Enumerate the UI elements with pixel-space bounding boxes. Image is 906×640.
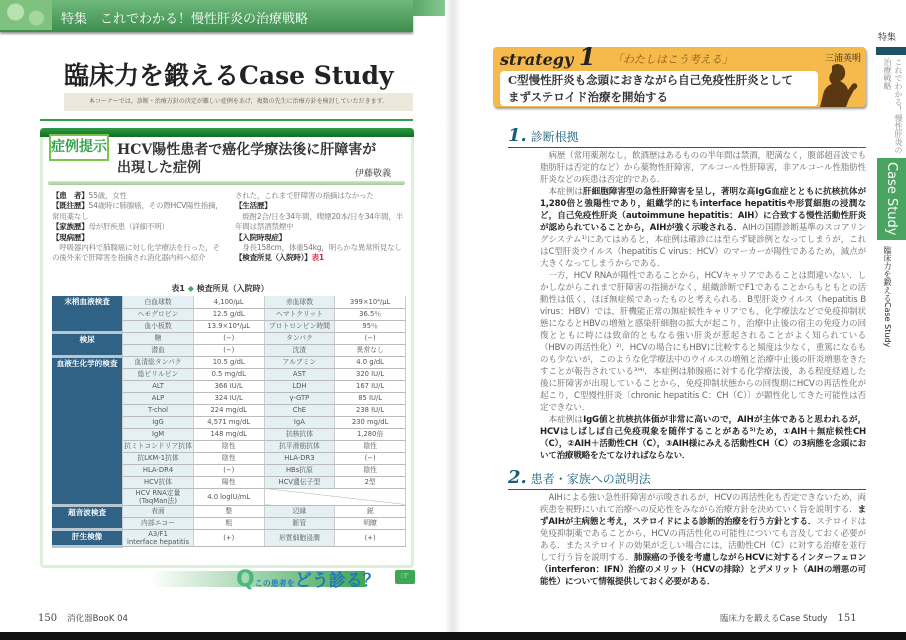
table-row: [52, 296, 406, 308]
emphasized-text: 肺腺癌の予後を考慮しながらHCVに対するインターフェロン（interferon：IFN）治療のメリット（HCVの排除）とデメリット（AIHの増悪の可能性）について情報提供しておく必要がある．: [540, 553, 867, 587]
case-detail-label: 【現病歴】: [52, 232, 89, 242]
table-row: [52, 356, 406, 368]
section-body-2: [540, 492, 866, 588]
table-value: (−): [193, 464, 264, 476]
table-value: 陰性: [335, 464, 406, 476]
table-label: LDH: [264, 380, 335, 392]
table-category: 末梢血液検査: [52, 296, 123, 332]
table-value: 明瞭: [335, 517, 406, 529]
table-category: 血液生化学的検査: [52, 356, 123, 505]
table-label: HBs抗原: [264, 464, 335, 476]
table-value: 13.9×10⁴/μL: [193, 320, 264, 332]
table-label: 形質細胞浸潤: [264, 529, 335, 546]
text-run: 一方，HCV RNAが陽性であることから，HCVキャリアであることは間違いない．しかしながらこれまで肝障害の指摘がなく，組織診断でF1であることからもともとの活動性は低く，ほぼ無症候であったものと考えられる．B型肝炎ウイルス（hepatitis B virus：HBV）では，肝機能正常の無症候性キャリアでも，化学療法などで免疫抑制状態になるとHBVの増殖と感染肝細胞の拡大が起こり，治療中止後の宿主の免疫力の回復とともに時には致命的ともなる強い肝炎が惹起されることがよく知られている（HBVの再活性化）²⁾．HCVの場合にもHBVに比較すると頻度は少なく，重篤になるものも少ないが，このような化学療法中のウイルスの増殖と治療中止後の肝炎増悪をきたすことが報告されている³⁾⁴⁾．本症例は肺腺癌に対する化学療法後，ある程度経過した後に肝障害が出現していることから，免疫抑制状態からの回復期にHCVの再活性化が起こり，C型慢性肝炎〔chronic hepatitis C：CH（C）〕が顕性化してきた可能性は否定できない．: [540, 271, 866, 413]
running-title: 臨床力を鍛えるCase Study: [720, 614, 828, 624]
table-value: 224 mg/dL: [193, 404, 264, 416]
table-label: 血小板数: [123, 320, 194, 332]
text-run: 本症例は: [548, 187, 583, 197]
left-footer: [28, 612, 128, 624]
table-label: HCV遺伝子型: [264, 476, 335, 488]
table-caption: [30, 284, 410, 294]
banner-small-text: この患者を: [254, 579, 295, 588]
table-label: 白血球数: [123, 296, 194, 308]
text-run: AIHの国際診断基準のスコアリングシステム¹⁾にあてはめると，本症例は確診には至らず疑診例となってしまうが，これはC型肝炎ウイルス（hepatitis C virus：HCV）のマーカーが陽性であるため，減点が大きくなってしまうからである．: [540, 223, 867, 269]
case-divider: [48, 181, 405, 185]
case-detail-label: 【家族歴】: [52, 222, 89, 232]
table-value: 1,280倍: [335, 428, 406, 440]
table-label: HLA-DR4: [123, 464, 194, 476]
case-detail-line: [52, 243, 225, 264]
side-tab-section: Case Study: [877, 158, 906, 240]
table-label: ヘマトクリット: [264, 308, 335, 320]
case-detail-label: 【患 者】: [52, 191, 89, 200]
text-run: 本症例は: [548, 415, 584, 425]
case-detail-line: [52, 222, 225, 232]
table-label: 総ビリルビン: [123, 368, 194, 380]
feature-title: 特集 これでわかる！慢性肝炎の治療戦略: [61, 12, 309, 27]
paragraph: [540, 186, 866, 270]
case-detail-line: [235, 233, 408, 243]
table-value: 238 IU/L: [335, 404, 406, 416]
case-details-left: [52, 191, 225, 264]
case-detail-line: [52, 201, 225, 222]
banner-big-text: どう診る？: [294, 571, 380, 591]
pointing-hand-icon: ☞: [395, 570, 415, 584]
article-body: [508, 126, 866, 588]
strategy-summary-line: C型慢性肝炎も念頭におきながら自己免疫性肝炎として: [508, 73, 794, 87]
table-value: 366 IU/L: [193, 380, 264, 392]
table-label: IgM: [123, 428, 194, 440]
table-label: ChE: [264, 404, 335, 416]
table-value: 鋭: [335, 505, 406, 517]
table-value: 4,100/μL: [193, 296, 264, 308]
table-value: 36.5％: [335, 308, 406, 320]
table-label: プロトロンビン時間: [264, 320, 335, 332]
table-value: 324 IU/L: [193, 392, 264, 404]
table-label: HLA-DR3: [264, 452, 335, 464]
lab-results-table: [52, 296, 406, 548]
strategy-title: [500, 44, 596, 70]
strategy-quote: 「わたしはこう考える」: [612, 53, 733, 66]
table-row: [52, 529, 406, 546]
table-label: 辺縁: [264, 505, 335, 517]
emphasized-text: IgG値と抗核抗体価が非常に高いので，AIHが主体であると思われるが，HCVはしばしば自己免疫現象を随伴することがある⁵⁾ため，①AIH＋無症候性CH（C），②AIH＋活動性CH（C），③AIH様にみえる活動性CH（C）の3病態を念頭において治療戦略をたてなければならない．: [540, 415, 866, 461]
table-value: 399×10⁴/μL: [335, 296, 406, 308]
table-caption-text: 検査所見（入院時）: [196, 284, 269, 293]
diamond-icon: ◆: [187, 284, 194, 293]
section-heading-2: [508, 468, 866, 490]
table-value: 320 IU/L: [335, 368, 406, 380]
table-label: 抗ミトコンドリア抗体: [124, 442, 192, 450]
emphasized-text: まずAIHが主病態と考え，ステロイドによる診断的治療を行う方針とする．: [540, 505, 866, 527]
table-category: 超音波検査: [52, 505, 123, 529]
table-category: 肝生検像: [52, 529, 123, 546]
case-detail-value: 55歳，女性: [88, 191, 127, 200]
table-row: [52, 332, 406, 344]
bottom-border: [0, 632, 906, 640]
case-detail-line: [235, 253, 408, 263]
paragraph: [540, 270, 866, 414]
section-heading-1: [508, 126, 866, 148]
table-value: 4.0 g/dL: [335, 356, 406, 368]
case-title: [117, 141, 376, 177]
table-label: AST: [264, 368, 335, 380]
table-label: T-chol: [123, 404, 194, 416]
table-label: アルブミン: [264, 356, 335, 368]
paragraph: [540, 150, 866, 186]
strategy-number: 1: [578, 42, 596, 71]
table-value: 粗: [193, 517, 264, 529]
case-detail-line: [235, 243, 408, 253]
side-tab-bar: [876, 47, 906, 55]
table-label: 抗核抗体: [264, 428, 335, 440]
table-label: A3/F1 interface hepatitis: [123, 529, 194, 546]
table-reference: 表1: [311, 253, 324, 263]
section-title: 患者・家族への説明法: [530, 472, 651, 486]
section-title: 診断根拠: [530, 130, 579, 144]
journal-name: 消化器BooK 04: [67, 614, 128, 624]
page-number: 150: [38, 613, 58, 624]
table-label: 潜血: [123, 344, 194, 356]
page-gutter: [445, 0, 461, 632]
page-title: 臨床力を鍛えるCase Study: [64, 61, 394, 90]
case-author: 伊藤敬義: [355, 169, 392, 179]
strategy-author: 三浦英明: [825, 54, 862, 64]
table-label: γ-GTP: [264, 392, 335, 404]
header-decoration: [0, 0, 52, 30]
page-number: 151: [837, 613, 857, 624]
case-title-line: 出現した症例: [117, 160, 201, 176]
table-label: 表面: [123, 505, 194, 517]
paragraph: [540, 414, 866, 462]
table-empty-cell: [264, 488, 405, 505]
section-body-1: [540, 150, 866, 462]
section-number: 1.: [508, 125, 527, 146]
table-value: 10.5 g/dL: [193, 356, 264, 368]
table-label: タンパク: [264, 332, 335, 344]
table-value: 陰性: [335, 440, 406, 452]
table-value: 0.5 mg/dL: [193, 368, 264, 380]
table-value: 148 mg/dL: [193, 428, 264, 440]
table-value: 85 IU/L: [335, 392, 406, 404]
author-silhouette-icon: [818, 60, 864, 107]
side-tab-subtitle: これでわかる！慢性肝炎の治療戦略: [883, 58, 903, 154]
table-label: HCV RNA定量 (TaqMan法): [123, 488, 194, 505]
table-value: 167 IU/L: [335, 380, 406, 392]
paragraph: [540, 492, 866, 588]
table-label: 血清総タンパク: [123, 356, 194, 368]
text-run: ステロイドは免疫抑制薬であることから，HCVの再活性化の可能性についても言及しておく必要がある．またステロイドの効果が乏しい場合には，活動性CH（C）に対する治療を並行して行う旨を説明する．: [540, 517, 866, 563]
table-label: 内部エコー: [123, 517, 194, 529]
case-detail-value: 54歳時に肺腺癌，その際HCV陽性指摘，常用薬なし: [52, 201, 223, 221]
table-row: [52, 505, 406, 517]
table-label: 糖: [123, 332, 194, 344]
text-run: AIHによる強い急性肝障害が示唆されるが，HCVの再活性化も否定できないため，両疾患を視野にいれて治療への反応性をみながら治療方針を決めていく旨を説明する．: [540, 493, 866, 515]
right-footer: [720, 612, 867, 624]
table-value: 整: [193, 505, 264, 517]
case-detail-line: [52, 191, 225, 201]
table-value: 230 mg/dL: [335, 416, 406, 428]
table-label: ALP: [123, 392, 194, 404]
table-label: 赤血球数: [264, 296, 335, 308]
table-value: (+): [335, 529, 406, 546]
case-detail-value: 母が肝疾患（詳細不明）: [88, 222, 169, 232]
table-label: 沈渣: [264, 344, 335, 356]
table-number: 表1: [171, 284, 185, 293]
emphasized-text: 肝細胞障害型の急性肝障害を呈し，著明な高IgG血症とともに抗核抗体が1,280倍と強陽性であり，組織学的にもinterface hepatitisや形質細胞の浸潤など，自己免疫性肝炎（autoimmune hepatitis：AIH）に合致する慢性活動性肝炎が認められていることから，AIHが強く示唆される．: [540, 187, 866, 233]
table-value: 2型: [335, 476, 406, 488]
question-banner: [236, 566, 416, 592]
case-detail-label: 【生活歴】: [235, 201, 272, 211]
table-value: (−): [335, 452, 406, 464]
table-label: 脈管: [264, 517, 335, 529]
case-details: [52, 191, 408, 264]
table-label: 抗平滑筋抗体: [264, 440, 335, 452]
table-value: 4.0 logIU/mL: [193, 488, 264, 505]
case-detail-value: 焼酎2合/日を34年間，喫煙20本/日を34年間，半年間は禁酒禁煙中: [235, 211, 404, 232]
case-badge: 症例提示: [49, 134, 109, 161]
section-number: 2.: [508, 467, 527, 488]
case-detail-value: 呼吸器内科で肺腺癌に対し化学療法を行った，その後外来で肝障害を指摘され消化器内科へ紹介: [52, 243, 220, 263]
case-detail-value: された，これまで肝障害の指摘はなかった: [235, 191, 374, 200]
table-label: ヘモグロビン: [123, 308, 194, 320]
case-detail-line: [235, 191, 408, 201]
table-label: HCV抗体: [123, 476, 194, 488]
table-category: 検尿: [52, 332, 123, 356]
case-detail-line: [52, 233, 225, 243]
table-label: IgA: [264, 416, 335, 428]
table-value: 陽性: [193, 476, 264, 488]
side-tab-label: 特集: [878, 33, 897, 43]
case-detail-label: 【入院時現症】: [235, 232, 287, 242]
table-value: (+): [193, 529, 264, 546]
divider: [40, 119, 413, 121]
case-detail-label: 【検査所見（入院時）】: [235, 253, 312, 263]
table-value: (−): [193, 332, 264, 344]
table-value: 95％: [335, 320, 406, 332]
case-detail-line: [235, 212, 408, 233]
table-value: 陰性: [193, 452, 264, 464]
table-label: 抗LKM-1抗体: [123, 452, 194, 464]
side-tab-running-title: 臨床力を鍛えるCase Study: [883, 246, 892, 348]
table-value: (−): [193, 344, 264, 356]
case-detail-label: 【既往歴】: [52, 201, 89, 211]
strategy-word: strategy: [500, 50, 574, 69]
table-value: 12.5 g/dL: [193, 308, 264, 320]
strategy-summary: [500, 71, 818, 106]
case-detail-line: [235, 201, 408, 211]
intro-text: 本コーナーでは，診断・治療方針の決定が難しい症例をあげ，複数の先生に治療方針を検討していただきます．: [64, 93, 413, 111]
text-run: 病歴（常用薬剤なし，飲酒歴はあるものの半年間は禁酒，肥満なく，腹部超音波でも脂肪肝は否定的など）から薬物性肝障害，アルコール性肝障害，非アルコール性脂肪性肝炎などの疾患は否定的である．: [540, 151, 866, 185]
table-label: ALT: [123, 380, 194, 392]
strategy-summary-line: まずステロイド治療を開始する: [508, 89, 668, 104]
case-detail-value: 身長158cm，体重54kg，明らかな異常所見なし: [235, 243, 402, 253]
table-value: (−): [335, 332, 406, 344]
table-label: IgG: [123, 416, 194, 428]
q-icon: Q: [236, 567, 255, 592]
table-value: 異常なし: [335, 344, 406, 356]
case-details-right: [235, 191, 408, 264]
table-value: 4,571 mg/dL: [193, 416, 264, 428]
table-value: 陰性: [193, 440, 264, 452]
case-title-line: HCV陽性患者で癌化学療法後に肝障害が: [117, 142, 377, 158]
